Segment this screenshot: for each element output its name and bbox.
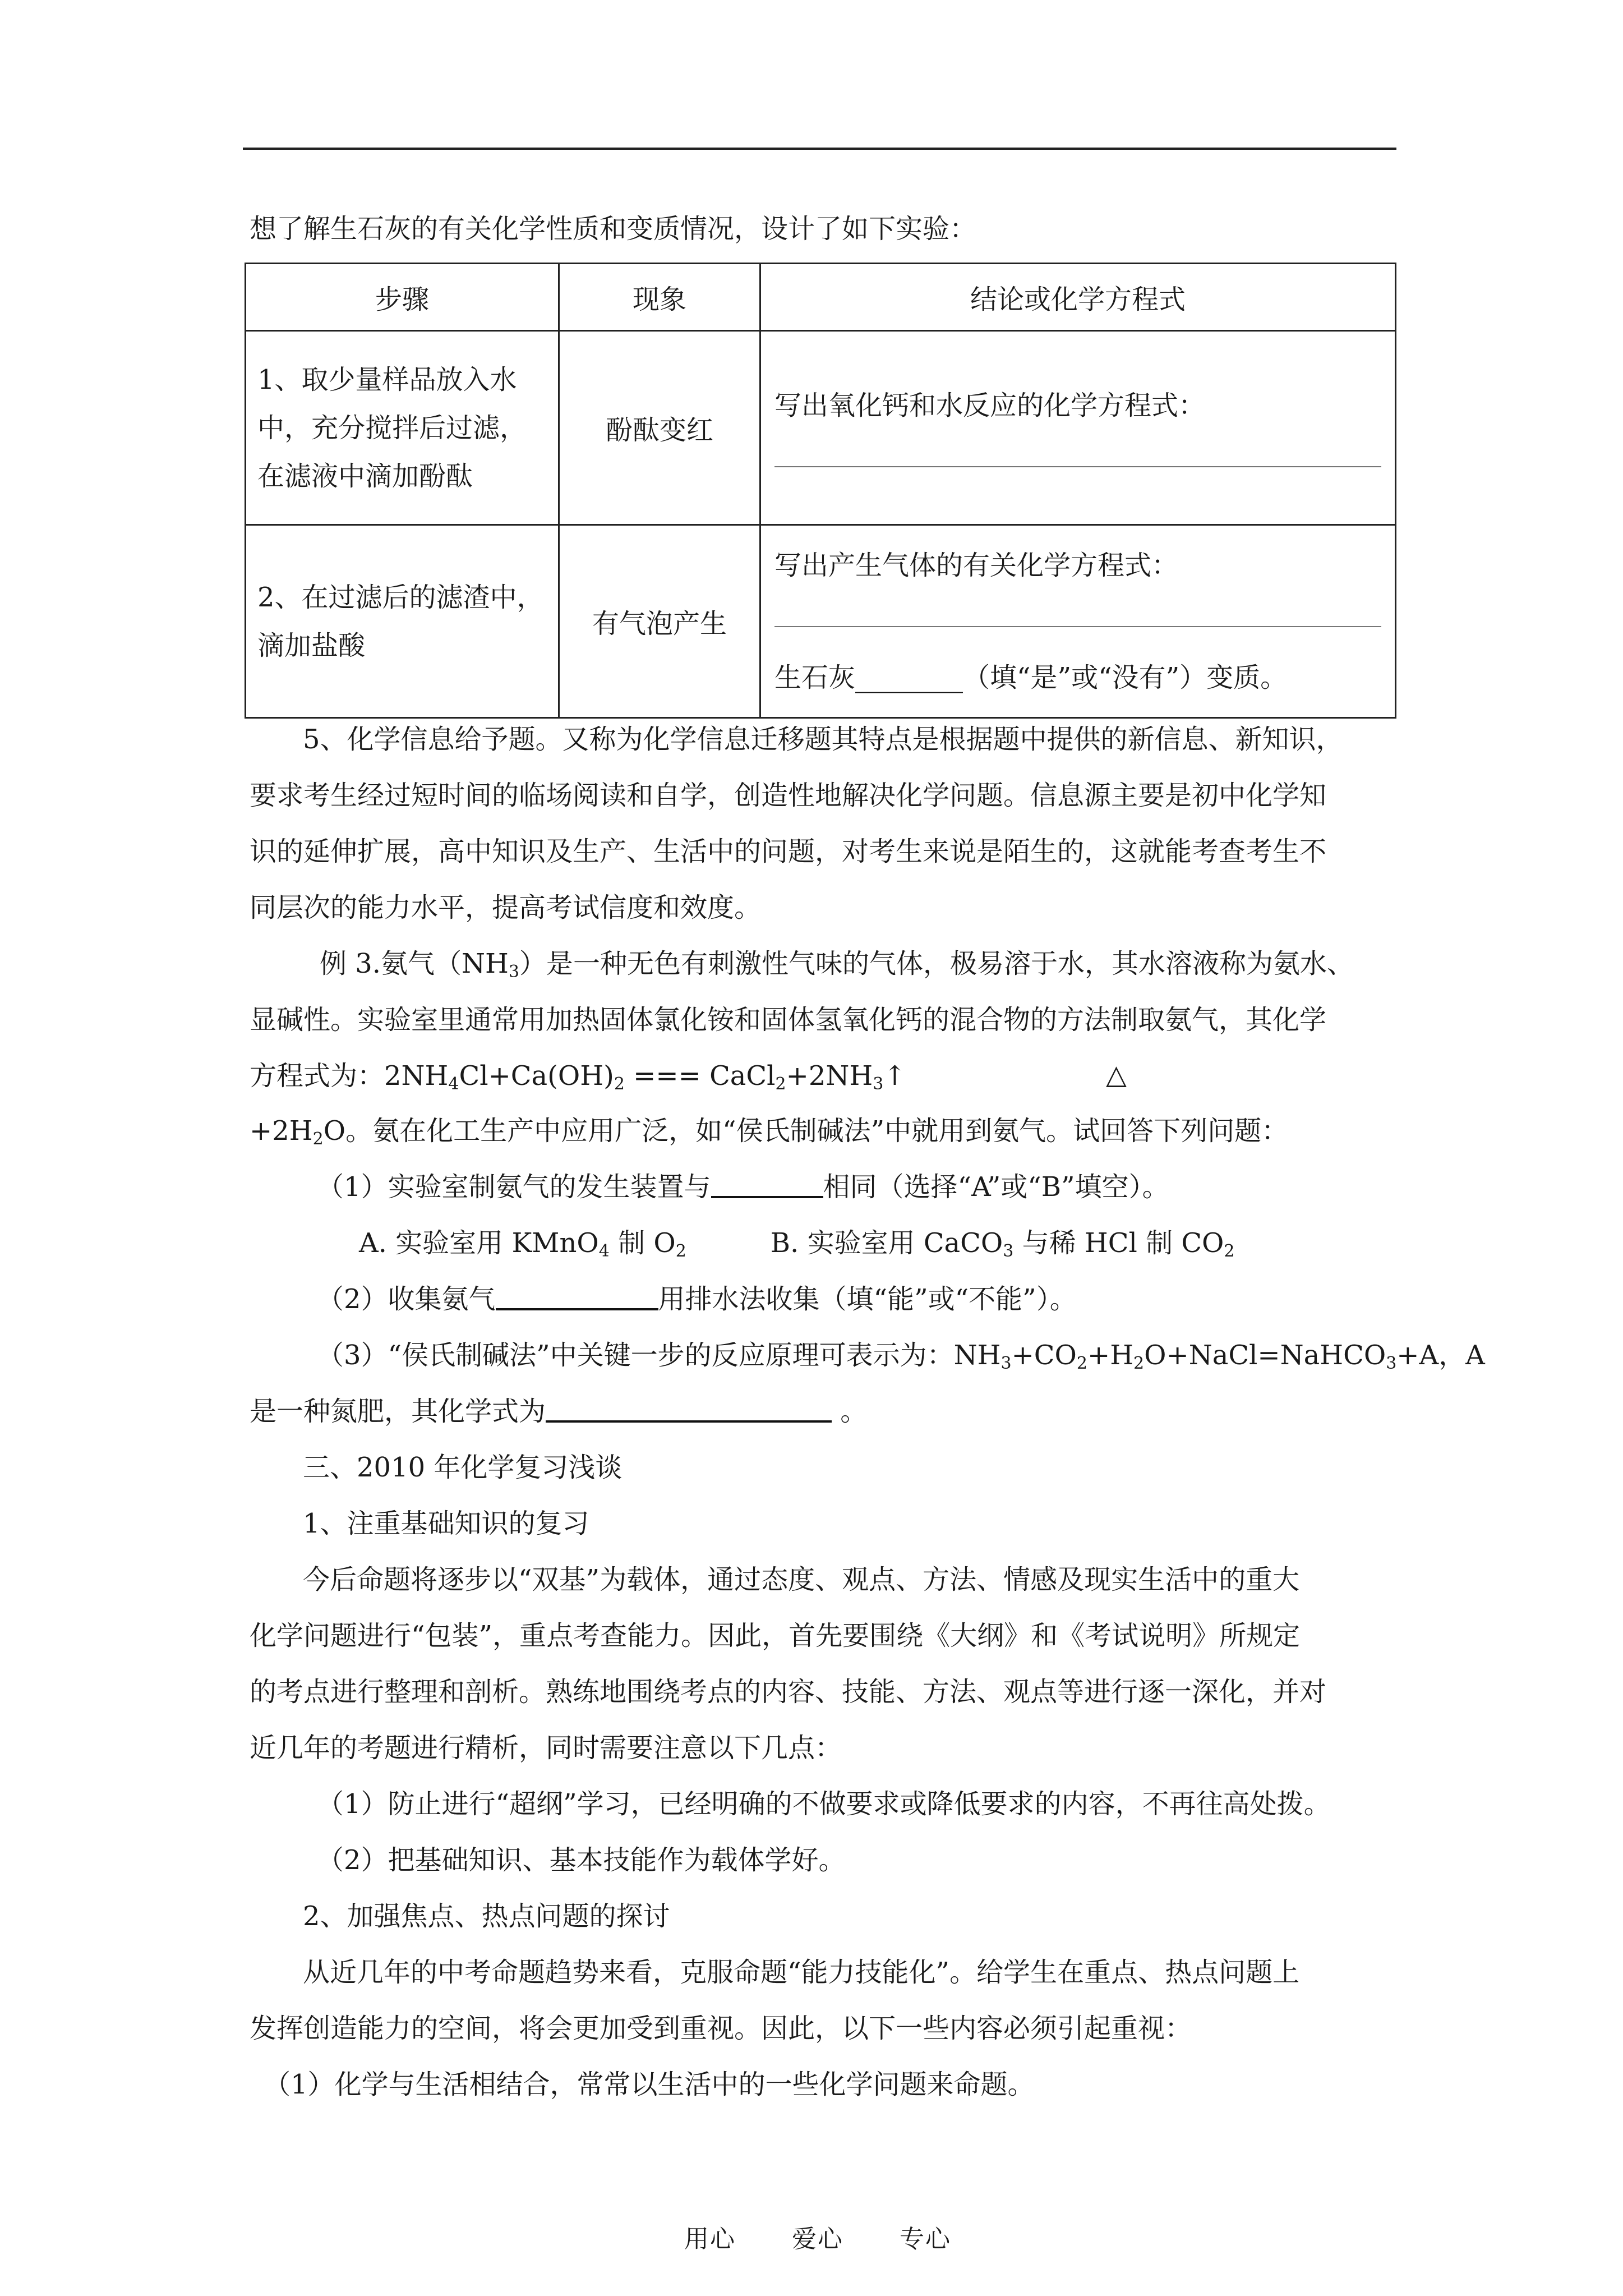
answer-blank[interactable] [774,626,1381,627]
answer-blank[interactable] [496,1283,658,1310]
row1-phenomenon: 酚酞变红 [559,331,760,525]
footer-word: 专心 [900,2225,951,2253]
question-3-line2: 是一种氮肥，其化学式为 。 [250,1396,868,1427]
list-item: （1）防止进行“超纲”学习，已经明确的不做要求或降低要求的内容，不再往高处拨。 [317,1788,1331,1820]
section-title: 三、2010 年化学复习浅谈 [303,1452,623,1483]
table-row [246,331,1396,525]
example-line: 例 3.氨气$(NH_3)$是一种无色有刺激性气味的气体，极易溶于水，其水溶液称为氨水、 [320,948,1354,982]
fill-suffix: （填“是”或“没有”）变质。 [963,661,1288,693]
list-item: （1）化学与生活相结合，常常以生活中的一些化学问题来命题。 [264,2069,1035,2100]
example-line: 显碱性。实验室里通常用加热固体氯化铵和固体氢氧化钙的混合物的方法制取氨气，其化学 [250,1004,1327,1036]
table-row [246,525,1396,718]
header-phenomenon: 现象 [559,264,760,331]
paragraph-line: 近几年的考题进行精析，同时需要注意以下几点： [250,1732,842,1764]
experiment-table [245,263,1396,719]
question-1: （1）实验室制氨气的发生装置与 相同（选择“A”或“B”填空）。 [317,1171,1169,1203]
step-line: 1、取少量样品放入水 [257,364,517,395]
paragraph-line: 今后命题将逐步以“双基”为载体，通过态度、观点、方法、情感及现实生活中的重大 [303,1564,1300,1595]
question-2: （2）收集氨气 用排水法收集（填“能”或“不能”）。 [317,1283,1077,1315]
paragraph-line: 识的延伸扩展，高中知识及生产、生活中的问题，对考生来说是陌生的，这就能考查考生不 [250,836,1327,867]
question-3: （3）“侯氏制碱法”中关键一步的反应原理可表示为：$NH_3+CO_2+H_2O+NaCl=NaHCO_3+A$，A [317,1340,1485,1373]
step-line: 2、在过滤后的滤渣中， [257,581,544,613]
conclusion-prompt: 写出产生气体的有关化学方程式： [774,549,1179,581]
step-line: 在滤液中滴加酚酞 [257,460,473,492]
step-line: 中，充分搅拌后过滤， [257,412,527,444]
fill-prefix: 生石灰 [774,661,856,693]
option-a: A. 实验室用 KMnO$_4$ 制 $O_2$ [359,1227,686,1261]
intro-line: 想了解生石灰的有关化学性质和变质情况，设计了如下实验： [250,213,977,245]
table-header-row [246,264,1396,331]
answer-blank[interactable] [774,466,1381,467]
subsection-title: 2、加强焦点、热点问题的探讨 [303,1901,670,1932]
paragraph-line: 发挥创造能力的空间，将会更加受到重视。因此，以下一些内容必须引起重视： [250,2013,1192,2044]
options-line [359,1226,1506,1260]
conclusion-fill [761,661,1395,694]
answer-blank[interactable] [546,1396,832,1423]
row1-step [246,331,559,525]
header-step: 步骤 [246,264,559,331]
row1-conclusion [760,331,1396,525]
row2-conclusion [760,525,1396,718]
option-b: B. 实验室用 CaCO$_3$ 与稀 HCl 制 $CO_2$ [770,1227,1235,1261]
paragraph-line: 的考点进行整理和剖析。熟练地围绕考点的内容、技能、方法、观点等进行逐一深化，并对 [250,1676,1327,1708]
list-item: （2）把基础知识、基本技能作为载体学好。 [317,1844,846,1876]
answer-blank[interactable] [711,1171,823,1198]
equation-line: $+2H_2O$。氨在化工生产中应用广泛，如“侯氏制碱法”中就用到氨气。试回答下列问题： [250,1115,1289,1149]
page-footer [684,2219,951,2254]
header-rule [243,148,1396,150]
footer-word: 用心 [684,2225,736,2253]
footer-word: 爱心 [792,2225,843,2253]
header-conclusion: 结论或化学方程式 [760,264,1396,331]
paragraph-line: 5、化学信息给予题。又称为化学信息迁移题其特点是根据题中提供的新信息、新知识， [303,724,1343,755]
paragraph-line: 同层次的能力水平，提高考试信度和效度。 [250,892,762,923]
fill-blank[interactable]: ________ [855,661,963,693]
paragraph-line: 化学问题进行“包装”，重点考查能力。因此，首先要围绕《大纲》和《考试说明》所规定 [250,1620,1301,1651]
delta-symbol: △ [1106,1059,1127,1091]
row2-step [246,525,559,718]
subsection-title: 1、注重基础知识的复习 [303,1508,589,1539]
equation-line: 方程式为：$2NH_4Cl+Ca(OH)_2$ === $CaCl_2+2NH_3↑$ [250,1060,906,1094]
step-line: 滴加盐酸 [257,629,366,661]
paragraph-line: 要求考生经过短时间的临场阅读和自学，创造性地解决化学问题。信息源主要是初中化学知 [250,780,1327,811]
paragraph-line: 从近几年的中考命题趋势来看，克服命题“能力技能化”。给学生在重点、热点问题上 [303,1957,1300,1988]
conclusion-prompt: 写出氧化钙和水反应的化学方程式： [774,389,1206,421]
row2-phenomenon: 有气泡产生 [559,525,760,718]
